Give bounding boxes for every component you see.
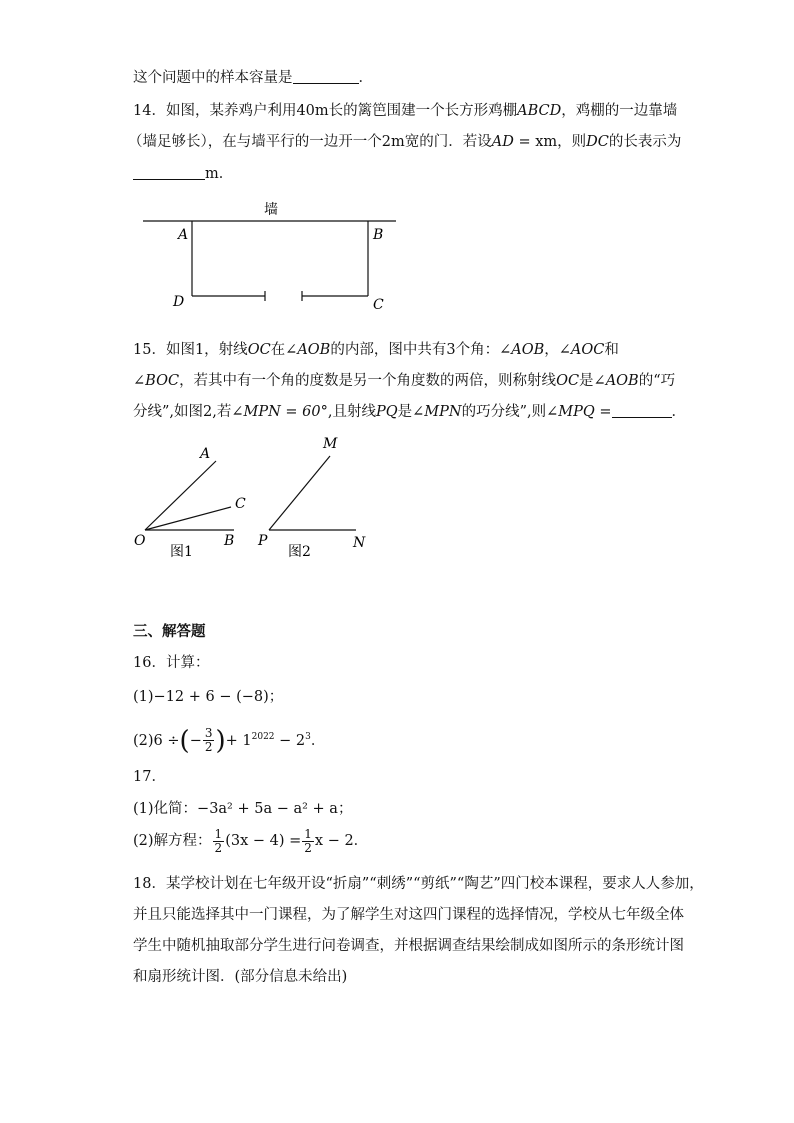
q14-math-ad: AD xyxy=(491,134,514,150)
q15-oc: OC xyxy=(247,342,271,358)
q15-t3e: 是 xyxy=(397,404,413,420)
q14-text-1: 14．如图，某养鸡户利用40m长的篱笆围建一个长方形鸡棚 xyxy=(133,103,518,119)
label-c: C xyxy=(373,297,384,313)
fraction-1-2 xyxy=(213,828,225,855)
q14-line-2 xyxy=(128,130,681,151)
q15-mpn-60: ∠MPN = 60° xyxy=(231,404,328,420)
q18-line-4: 和扇形统计图．(部分信息未给出) xyxy=(133,969,348,985)
q14-line-1 xyxy=(133,99,677,120)
exp-2022: 2022 xyxy=(251,732,275,742)
q15-t1c: 在 xyxy=(270,342,286,358)
q18-line-2: 并且只能选择其中一门课程，为了解学生对这四门课程的选择情况，学校从七年级全体 xyxy=(133,907,684,923)
frac-num: 3 xyxy=(204,726,213,741)
fig2-label-m: M xyxy=(323,436,338,452)
q15-t1e: 的内部，图中共有3个角： xyxy=(330,342,500,358)
q14-figure xyxy=(140,196,400,316)
q16-part-1: (1)−12 + 6 − (−8)； xyxy=(133,689,284,705)
q15-t2b: ，若其中有一个角的度数是另一个角度数的两倍，则称射线 xyxy=(179,373,557,389)
q15-aob: ∠AOB xyxy=(285,342,331,358)
answer-blank xyxy=(293,69,359,84)
q16-p2-plus: + 1 xyxy=(225,732,252,749)
label-a: A xyxy=(178,227,189,243)
frac-den: 2 xyxy=(304,840,312,855)
q15-aob-3: ∠AOB xyxy=(593,373,639,389)
q15-aoc: ∠AOC xyxy=(558,342,605,358)
q14-line-3 xyxy=(133,162,233,183)
q16-p2-end: ． xyxy=(310,732,326,749)
q18-line-3: 学生中随机抽取部分学生进行问卷调查，并根据调查结果绘制成如图所示的条形统计图 xyxy=(133,938,684,954)
ray-oc xyxy=(145,507,231,530)
fig1-label-c: C xyxy=(235,496,246,512)
fig1-label-a: A xyxy=(200,446,211,462)
fraction-3-2 xyxy=(203,727,215,754)
q15-pq: PQ xyxy=(375,404,398,420)
q16-part-2 xyxy=(133,722,325,756)
q15-t1a: 15．如图1，射线 xyxy=(133,342,248,358)
q17-p2-mid: (3x − 4) = xyxy=(225,833,302,849)
answer-blank xyxy=(133,165,205,180)
q13-text: 这个问题中的样本容量是 xyxy=(133,70,293,86)
q15-t2d: 是 xyxy=(579,373,594,389)
q14-math-abcd: ABCD xyxy=(517,103,562,119)
paren-close: ) xyxy=(215,725,226,756)
q13-end: ． xyxy=(358,70,373,86)
q15-t3g: 的巧分线”,则 xyxy=(461,404,547,420)
fig2-label-p: P xyxy=(258,533,268,549)
q14-text-1-tail: ，鸡棚的一边靠墙 xyxy=(561,103,678,119)
label-d: D xyxy=(173,294,185,310)
q17-title: 17． xyxy=(133,769,166,785)
q15-t1g: ， xyxy=(544,342,559,358)
wall-label: 墙 xyxy=(264,202,278,218)
q13-line xyxy=(133,66,373,87)
q17-part-2 xyxy=(133,826,368,856)
q15-boc: ∠BOC xyxy=(133,373,180,389)
q14-text-2a: （墙足够长），在与墙平行的一边开一个2m宽的门．若设 xyxy=(128,134,492,150)
q15-t3c: ,且射线 xyxy=(327,404,376,420)
frac-num: 1 xyxy=(214,826,223,841)
fig2-caption: 图2 xyxy=(288,544,311,560)
q17-p2-prefix: (2)解方程： xyxy=(133,833,212,849)
q16-p2-minus: − 2 xyxy=(274,732,306,749)
ray-oa xyxy=(145,461,216,530)
q14-text-2c: = xm，则 xyxy=(513,134,587,150)
exp-3: 3 xyxy=(305,732,311,742)
q15-t3a: 分线”,如图2,若 xyxy=(133,404,232,420)
q15-line-2 xyxy=(133,369,675,390)
fraction-1-2-b xyxy=(302,828,314,855)
section-title: 三、解答题 xyxy=(133,623,206,640)
label-b: B xyxy=(373,227,384,243)
q16-title: 16．计算： xyxy=(133,655,210,671)
paren-open: ( xyxy=(179,725,190,756)
q16-p2-prefix: (2)6 ÷ xyxy=(133,732,180,749)
q15-oc-2: OC xyxy=(556,373,580,389)
q15-figures xyxy=(128,430,388,565)
fig1-label-b: B xyxy=(224,533,235,549)
q15-t2f: 的“巧 xyxy=(638,373,676,389)
q17-part-1: (1)化简：−3a² + 5a − a² + a； xyxy=(133,801,353,817)
fig2-label-n: N xyxy=(353,535,366,551)
frac-den: 2 xyxy=(214,840,223,855)
q15-line-1 xyxy=(133,338,619,359)
minus-sign: − xyxy=(189,732,202,749)
q14-text-2e: 的长表示为 xyxy=(608,134,682,150)
frac-den: 2 xyxy=(204,740,213,755)
q18-line-1: 18．某学校计划在七年级开设“折扇”“刺绣”“剪纸”“陶艺”四门校本课程，要求人人参加， xyxy=(133,876,704,892)
q15-mpn: ∠MPN xyxy=(412,404,462,420)
q14-math-dc: DC xyxy=(586,134,609,150)
fig1-label-o: O xyxy=(134,533,146,549)
q17-p2-end: x − 2． xyxy=(314,833,369,849)
fig1-caption: 图1 xyxy=(170,544,193,560)
q15-t1i: 和 xyxy=(604,342,619,358)
q14-unit: m． xyxy=(205,166,234,182)
q15-line-3 xyxy=(133,400,686,421)
q15-mpq: ∠MPQ = xyxy=(546,404,612,420)
ray-pm xyxy=(269,456,330,530)
answer-blank xyxy=(612,403,672,418)
q15-aob-2: ∠AOB xyxy=(499,342,545,358)
q15-end: ． xyxy=(671,404,687,420)
frac-num: 1 xyxy=(304,826,312,841)
